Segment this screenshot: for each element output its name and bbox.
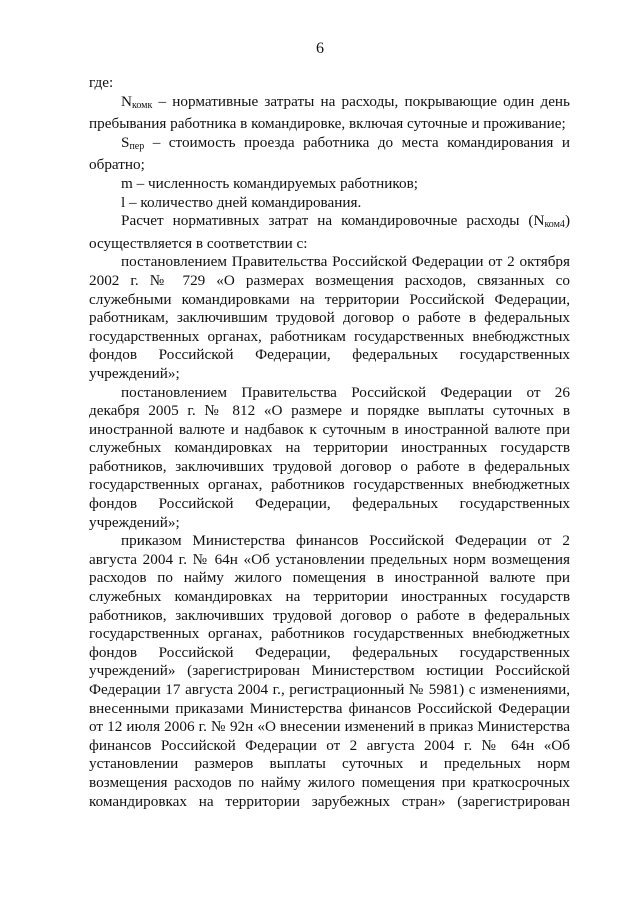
calculation-intro-after: ) осуществляется в соответствии с:	[89, 212, 570, 252]
definition-s-per-text: – стоимость проезда работника до места командирования и обратно;	[89, 133, 570, 174]
definition-l: l – количество дней командирования.	[121, 193, 362, 211]
document-body	[89, 74, 570, 811]
where-label: где:	[89, 74, 114, 91]
definition-n-komk-subscript: комк	[131, 99, 153, 111]
definition-n-komk	[89, 93, 570, 134]
definition-s-per-subscript: пер	[129, 140, 145, 152]
definition-n-komk-text: – нормативные затраты на расходы, покрывающие один день пребывания работника в командировке, включая суточные и проживание;	[89, 92, 570, 133]
page-number: 6	[316, 40, 324, 57]
regulation-item: постановлением Правительства Российской Федерации от 26 декабря 2005 г. № 812 «О размере и порядке выплаты суточных в иностранной валюте и надбавок к суточным в иностранной валюте при служебных командировках на территории иностранных государств работников, заключивших трудовой договор о работе в федеральных государственных органах, работников государственных внебюджетных фондов Российской Федерации, федеральных государственных учреждений»;	[89, 383, 570, 531]
definition-n-komk-symbol: N	[121, 92, 132, 110]
regulation-item: приказом Министерства финансов Российской Федерации от 2 августа 2004 г. № 64н «Об установлении предельных норм возмещения расходов по найму жилого помещения в иностранной валюте при служебных командировках на территории иностранных государств работников, заключивших трудовой договор о работе в федеральных государственных органах, работников государственных внебюджетных фондов Российской Федерации, федеральных государственных учреждений» (зарегистрирован Министерством юстиции Российской Федерации 17 августа 2004 г., регистрационный № 5981) с изменениями, внесенными приказами Министерства финансов Российской Федерации от 12 июля 2006 г. № 92н «О внесении изменений в приказ Министерства финансов Российской Федерации от 2 августа 2004 г. № 64н «Об установлении размеров выплаты суточных и предельных норм возмещения расходов по найму жилого помещения при краткосрочных командировках на территории зарубежных стран» (зарегистрирован	[89, 532, 570, 810]
regulation-item: постановлением Правительства Российской Федерации от 2 октября 2002 г. № 729 «О размерах возмещения расходов, связанных со служебными командировками на территории Российской Федерации, работникам, заключившим трудовой договор о работе в федеральных государственных органах, работникам государственных внебюджстных фондов Российской Федерации, федеральных государственных учреждений»;	[89, 253, 570, 382]
calculation-intro-subscript: ком4	[544, 219, 565, 231]
calculation-intro-before: Расчет нормативных затрат на командировочные расходы (N	[121, 212, 545, 230]
definition-s-per-symbol: S	[121, 133, 130, 151]
calculation-intro	[89, 212, 570, 253]
definition-s-per	[89, 134, 570, 175]
definition-m: m – численность командируемых работников;	[121, 174, 418, 192]
